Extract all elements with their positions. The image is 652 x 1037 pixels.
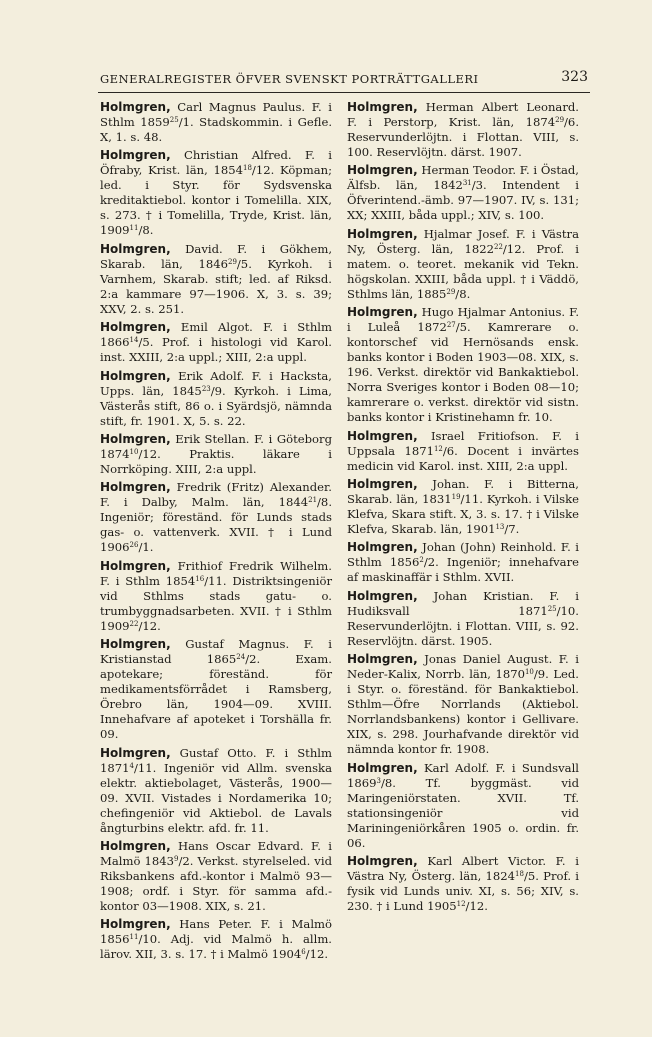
entry-surname: Holmgren, [100, 745, 171, 760]
entry-surname: Holmgren, [100, 558, 171, 573]
register-entry [347, 305, 579, 425]
entry-text: Christian Alfred. F. i Öfraby, Krist. län, 1854$^{18}$/12. Köpman; led. i Styr. för Sydsvenska kreditaktiebol. kontor i Tomelilla. XIX, s. 273. † i Tomelilla, Tryde, Krist. län, 1909$^{11}$/8. [100, 148, 333, 238]
entry-surname: Holmgren, [100, 100, 171, 114]
entry-surname: Holmgren, [100, 838, 171, 853]
entry-surname: Holmgren, [100, 917, 171, 932]
entry-text: Karl Albert Victor. F. i Västra Ny, Österg. län, 1824$^{18}$/5. Prof. i fysik vid Lunds univ. XI, s. 56; XIV, s. 230. † i Lund 1905$^{12}$/12. [347, 853, 579, 913]
header-rule [98, 92, 590, 93]
entry-surname: Holmgren, [347, 100, 418, 114]
register-entry [100, 746, 332, 836]
entry-text: Hans Peter. F. i Malmö 1856$^{11}$/10. Adj. vid Malmö h. allm. lärov. XII, 3. s. 17. † i Malmö 1904$^6$/12. [100, 917, 332, 962]
entry-text: Hans Oscar Edvard. F. i Malmö 1843$^9$/2. Verkst. styrelseled. vid Riksbankens afd.-kontor i Malmö 93—1908; ordf. i Styr. för samma afd.-kontor 03—1908. XIX, s. 21. [100, 838, 332, 913]
register-entry [347, 652, 579, 757]
entry-surname: Holmgren, [347, 163, 418, 178]
register-entry [347, 854, 579, 914]
entry-surname: Holmgren, [347, 226, 418, 241]
register-entry [100, 242, 332, 317]
entry-text: Hjalmar Josef. F. i Västra Ny, Österg. län, 1822$^{22}$/12. Prof. i matem. o. teoret. mekanik vid Tekn. högskolan. XXIII, båda uppl. † i Väddö, Sthlms län, 1885$^{29}$/8. [347, 226, 580, 301]
entry-surname: Holmgren, [100, 637, 171, 652]
register-entry [347, 589, 579, 649]
entry-text: Erik Adolf. F. i Hacksta, Upps. län, 1845$^{23}$/9. Kyrkoh. i Lima, Västerås stift, 86 o. i Syärdsjö, nämnda stift, fr. 1901. X, 5. s. 22. [100, 368, 332, 428]
register-entry [100, 559, 332, 634]
entry-text: Johan Kristian. F. i Hudiksvall 1871$^{25}$/10. Reservunderlöjtn. i Flottan. VIII, s. 92. Reservlöjtn. därst. 1905. [347, 588, 579, 648]
register-entry [347, 100, 579, 160]
entry-surname: Holmgren, [100, 480, 171, 495]
entry-text: Herman Teodor. F. i Östad, Älfsb. län, 1842$^{31}$/3. Intendent i Öfverintend.-ämb. 97—1907. IV, s. 131; XX; XXIII, båda uppl.; XIV, s. 100. [347, 163, 579, 223]
entry-surname: Holmgren, [347, 853, 418, 868]
register-entry [347, 761, 579, 851]
entry-surname: Holmgren, [100, 368, 171, 383]
entry-surname: Holmgren, [347, 760, 418, 775]
header-title: GENERALREGISTER ÖFVER SVENSKT PORTRÄTTGALLERI [100, 72, 479, 86]
entry-text: Erik Stellan. F. i Göteborg 1874$^{10}$/12. Praktis. läkare i Norrköping. XIII, 2:a uppl. [100, 431, 332, 476]
register-entry [347, 429, 579, 474]
register-entry [347, 163, 579, 223]
entry-surname: Holmgren, [347, 476, 418, 491]
entry-text: Israel Fritiofson. F. i Uppsala 1871$^{12}$/6. Docent i invärtes medicin vid Karol. inst. XIII, 2:a uppl. [347, 428, 579, 473]
entry-text: Herman Albert Leonard. F. i Perstorp, Krist. län, 1874$^{29}$/6. Reservunderlöjtn. i Flottan. VIII, s. 100. Reservlöjtn. därst. 1907. [347, 100, 579, 159]
entry-surname: Holmgren, [347, 652, 418, 667]
register-entry [100, 148, 332, 238]
right-column [347, 100, 579, 917]
left-column [100, 100, 332, 966]
entry-surname: Holmgren, [100, 148, 171, 163]
entry-text: Carl Magnus Paulus. F. i Sthlm 1859$^{25}$/1. Stadskommin. i Gefle. X, 1. s. 48. [100, 100, 333, 144]
register-entry [347, 540, 579, 585]
entry-surname: Holmgren, [347, 540, 418, 555]
entry-text: David. F. i Gökhem, Skarab. län, 1846$^{29}$/5. Kyrkoh. i Varnhem, Skarab. stift; led. af Riksd. 2:a kammare 97—1906. X, 3. s. 39; XXV, 2. s. 251. [100, 241, 333, 316]
entry-text: Gustaf Otto. F. i Sthlm 1871$^4$/11. Ingeniör vid Allm. svenska elektr. aktiebolaget, Västerås, 1900—09. XVII. Vistades i Nordamerika 10; chefingeniör vid Aktiebol. de Lavals ångturbins elektr. afd. fr. 11. [100, 745, 332, 835]
entry-surname: Holmgren, [100, 320, 171, 335]
entry-surname: Holmgren, [100, 431, 171, 446]
entry-text: Fredrik (Fritz) Alexander. F. i Dalby, Malm. län, 1844$^{21}$/8. Ingeniör; föreständ. för Lunds stads gas- o. vattenverk. XVII. † i Lund 1906$^{26}$/1. [100, 480, 332, 555]
register-entry [100, 637, 332, 742]
entry-text: Emil Algot. F. i Sthlm 1866$^{14}$/5. Prof. i histologi vid Karol. inst. XXIII, 2:a uppl.; XIII, 2:a uppl. [100, 320, 332, 365]
register-entry [100, 320, 332, 365]
register-entry [100, 839, 332, 914]
entry-text: Jonas Daniel August. F. i Neder-Kalix, Norrb. län, 1870$^{10}$/9. Led. i Styr. o. föreständ. för Bankaktiebol. Sthlm—Öfre Norrlands (Aktiebol. Norrlandsbankens) kontor i Gellivare. XIX, s. 298. Jourhafvande direktör vid nämnda kontor fr. 1908. [347, 652, 579, 757]
register-entry [100, 432, 332, 477]
register-entry [100, 369, 332, 429]
entry-text: Johan (John) Reinhold. F. i Sthlm 1856$^2$/2. Ingeniör; innehafvare af maskinaffär i Sthlm. XVII. [347, 540, 580, 585]
page-number: 323 [561, 69, 588, 85]
register-entry [100, 480, 332, 555]
entry-text: Karl Adolf. F. i Sundsvall 1869$^3$/8. Tf. byggmäst. vid Maringeniörstaten. XVII. Tf. stationsingeniör vid Mariningeniörkåren 1905 o. ordin. fr. 06. [347, 760, 579, 850]
register-entry [100, 917, 332, 962]
entry-text: Hugo Hjalmar Antonius. F. i Luleå 1872$^{27}$/5. Kamrerare o. kontorschef vid Hernösands ensk. banks kontor i Boden 1903—08. XIX, s. 196. Verkst. direktör vid Bankaktiebol. Norra Sveriges kontor i Boden 08—10; kamrerare o. verkst. direktör vid sistn. banks kontor i Kristinehamn fr. 10. [347, 305, 579, 425]
entry-text: Frithiof Fredrik Wilhelm. F. i Sthlm 1854$^{16}$/11. Distriktsingeniör vid Sthlms stads gatu- o. trumbyggnadsarbeten. XVII. † i Sthlm 1909$^{22}$/12. [100, 558, 332, 633]
entry-surname: Holmgren, [347, 428, 418, 443]
register-entry [347, 227, 579, 302]
register-entry [347, 477, 579, 537]
register-entry [100, 100, 332, 145]
entry-surname: Holmgren, [100, 241, 171, 256]
entry-surname: Holmgren, [347, 588, 418, 603]
entry-text: Gustaf Magnus. F. i Kristianstad 1865$^{24}$/2. Exam. apotekare; föreständ. för medikamentsförrådet i Ramsberg, Örebro län, 1904—09. XVIII. Innehafvare af apoteket i Torshälla fr. 09. [100, 637, 332, 742]
entry-surname: Holmgren, [347, 305, 418, 320]
entry-text: Johan. F. i Bitterna, Skarab. län, 1831$^{19}$/11. Kyrkoh. i Vilske Klefva, Skara stift. X, 3. s. 17. † i Vilske Klefva, Skarab. län, 1901$^{13}$/7. [347, 476, 579, 536]
